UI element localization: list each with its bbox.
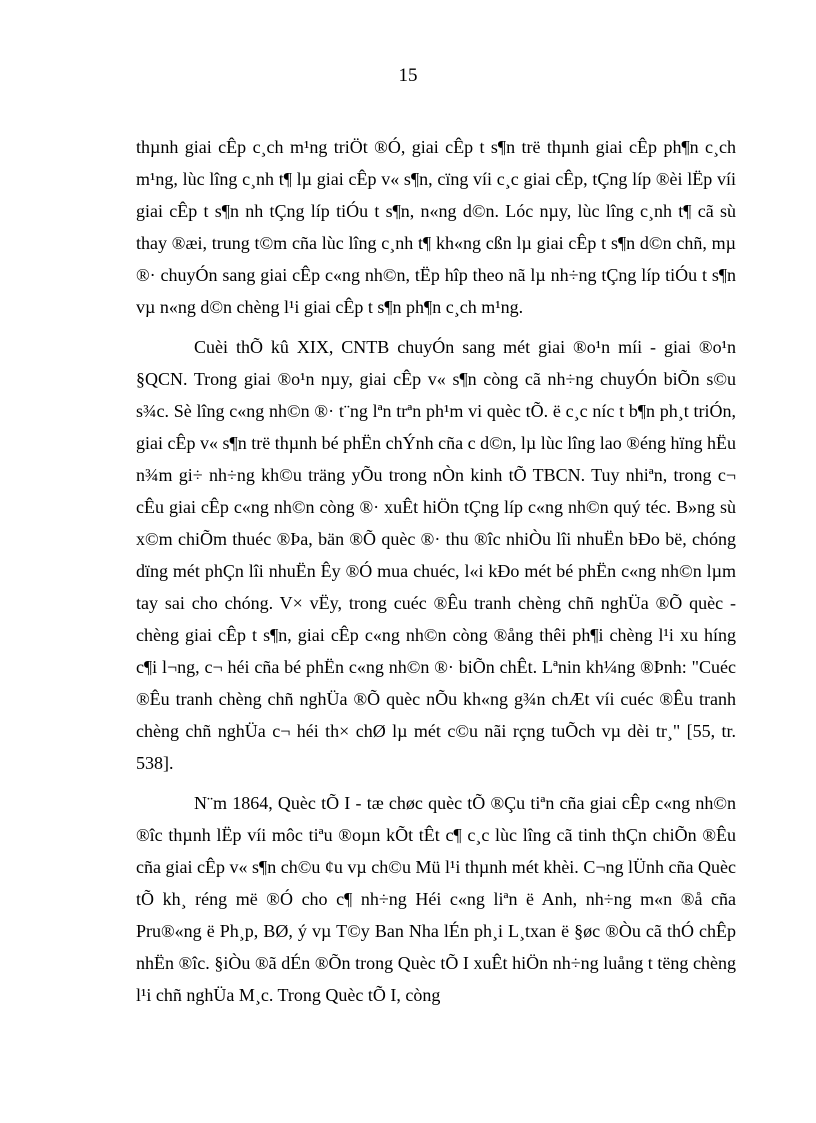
paragraph-first-international: N¨m 1864, Quèc tÕ I - tæ chøc quèc tÕ ®Çu tiªn cña giai cÊp c«ng nh©n ®îc thµnh lËp víi môc tiªu ®oµn kÕt tÊt c¶ c¸c lùc lîng cã tinh thÇn chiÕn ®Êu cña giai cÊp v« s¶n ch©u ¢u vµ ch©u Mü l¹i thµnh mét khèi. C¬ng lÜnh cña Quèc tÕ kh¸ réng më ®Ó cho c¶ nh÷ng Héi c«ng liªn ë Anh, nh÷ng m«n ®å cña Pru®«ng ë Ph¸p, BØ, ý vµ T©y Ban Nha lÉn ph¸i L¸txan ë §øc ®Òu cã thÓ chÊp nhËn ®îc. §iÒu ®ã dÉn ®Õn trong Quèc tÕ I xuÊt hiÖn nh÷ng luång t tëng chèng l¹i chñ nghÜa M¸c. Trong Quèc tÕ I, còng [136,793,736,1005]
page-number: 15 [398,65,418,86]
paragraph-imperialism: Cuèi thÕ kû XIX, CNTB chuyÓn sang mét giai ®o¹n míi - giai ®o¹n §QCN. Trong giai ®o¹n nµy, giai cÊp v« s¶n còng cã nh÷ng chuyÓn biÕn s©u s¾c. Sè lîng c«ng nh©n ®· t¨ng lªn trªn ph¹m vi quèc tÕ. ë c¸c níc t b¶n ph¸t triÓn, giai cÊp v« s¶n trë thµnh bé phËn chÝnh cña c d©n, lµ lùc lîng lao ®éng hïng hËu n¾m gi÷ nh÷ng kh©u träng yÕu trong nÒn kinh tÕ TBCN. Tuy nhiªn, trong c¬ cÊu giai cÊp c«ng nh©n còng ®· xuÊt hiÖn tÇng líp c«ng nh©n quý téc. B»ng sù x©m chiÕm thuéc ®Þa, bän ®Õ quèc ®· thu ®îc nhiÒu lîi nhuËn bÐo bë, chóng dïng mét phÇn lîi nhuËn Êy ®Ó mua chuéc, l«i kÐo mét bé phËn c«ng nh©n lµm tay sai cho chóng. V× vËy, trong cuéc ®Êu tranh chèng chñ nghÜa ®Õ quèc - chèng giai cÊp t s¶n, giai cÊp c«ng nh©n còng ®ång thêi ph¶i chèng l¹i xu híng c¶i l¬ng, c¬ héi cña bé phËn c«ng nh©n ®· biÕn chÊt. Lªnin kh¼ng ®Þnh: "Cuéc ®Êu tranh chèng chñ nghÜa ®Õ quèc nÕu kh«ng g¾n chÆt víi cuéc ®Êu tranh chèng chñ nghÜa c¬ héi th× chØ lµ mét c©u nãi rçng tuÕch vµ dèi tr¸" [55, tr. 538]. [136,337,736,773]
paragraph-continuation: thµnh giai cÊp c¸ch m¹ng triÖt ®Ó, giai cÊp t s¶n trë thµnh giai cÊp ph¶n c¸ch m¹ng, lùc lîng c¸nh t¶ lµ giai cÊp v« s¶n, cïng víi c¸c giai cÊp, tÇng líp ®èi lËp víi giai cÊp t s¶n nh tÇng líp tiÓu t s¶n, n«ng d©n. Lóc nµy, lùc lîng c¸nh t¶ cã sù thay ®æi, trung t©m cña lùc lîng c¸nh t¶ kh«ng cßn lµ giai cÊp t s¶n d©n chñ, mµ ®· chuyÓn sang giai cÊp c«ng nh©n, tËp hîp theo nã lµ nh÷ng tÇng líp tiÓu t s¶n vµ n«ng d©n chèng l¹i giai cÊp t s¶n ph¶n c¸ch m¹ng. [136,137,736,317]
body-text [136,131,736,1011]
